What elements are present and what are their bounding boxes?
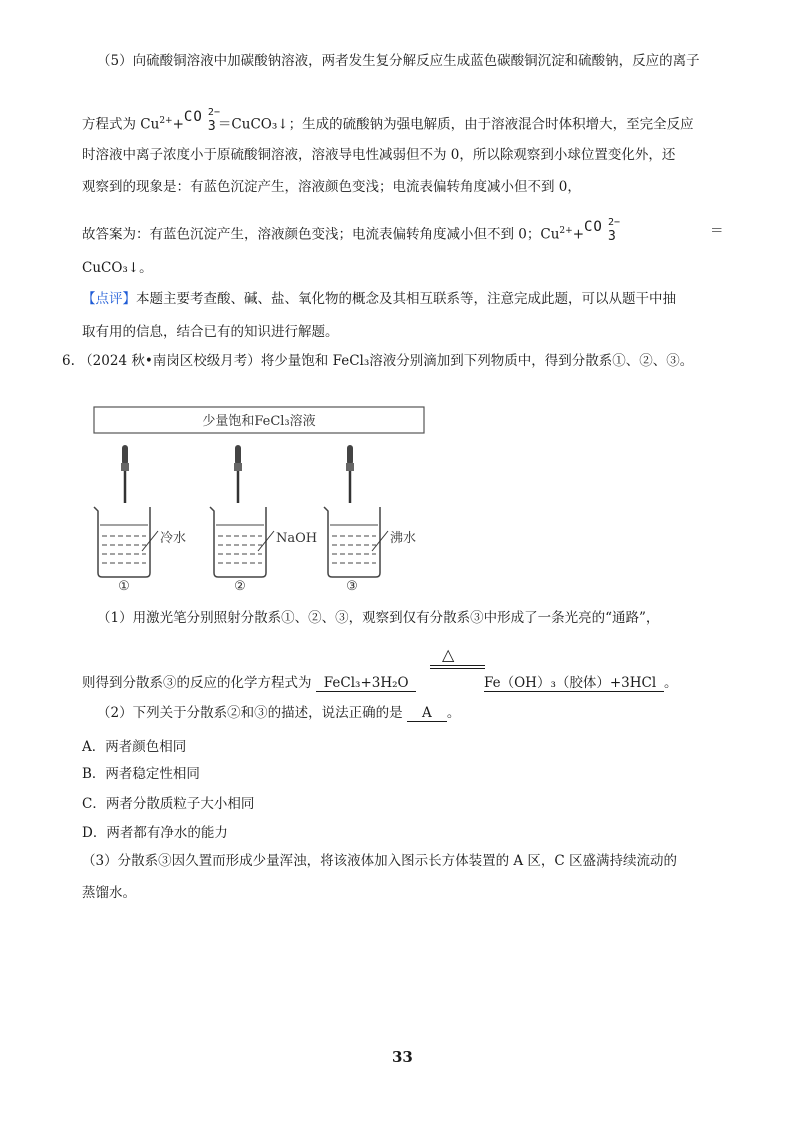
beaker-3-label: 沸水 bbox=[390, 531, 417, 546]
equation-bar-bottom bbox=[430, 668, 485, 669]
answer-co3-main: CO bbox=[584, 219, 603, 235]
q6-s3-line2: 蒸馏水。 bbox=[82, 885, 136, 901]
p5-line3: 时溶液中离子浓度小于原硫酸铜溶液，溶液导电性减弱但不为 0，所以除观察到小球位置变化外，还 bbox=[82, 147, 676, 163]
answer-co3-sub: 3 bbox=[608, 229, 616, 244]
beaker-2-number: ② bbox=[234, 579, 246, 594]
p5-answer-line2: CuCO₃↓。 bbox=[82, 260, 153, 276]
option-d: D．两者都有净水的能力 bbox=[82, 825, 228, 841]
p5-answer-line1 bbox=[82, 217, 621, 244]
q6-s1-line1: （1）用激光笔分别照射分散系①、②、③，观察到仅有分散系③中形成了一条光亮的“通路”， bbox=[97, 610, 660, 626]
p5-line2-text-a: 方程式为 Cu bbox=[82, 116, 160, 133]
answer-cu-charge: 2+ bbox=[559, 226, 573, 236]
co3-main: CO bbox=[183, 109, 203, 125]
equation-bar-top bbox=[430, 665, 485, 666]
comment-tag: 【点评】 bbox=[82, 291, 136, 307]
dropper-2-icon bbox=[234, 445, 242, 503]
figure-header-text: 少量饱和FeCl₃溶液 bbox=[202, 414, 316, 429]
beaker-1-number: ① bbox=[118, 579, 130, 594]
page-number: 33 bbox=[392, 1048, 413, 1066]
dropper-3-icon bbox=[346, 445, 354, 503]
co3-charge: 2− bbox=[207, 107, 220, 118]
beaker-1-label: 冷水 bbox=[160, 531, 187, 546]
q6-s1-line2 bbox=[82, 674, 416, 692]
q6-s1-end: 。 bbox=[664, 675, 678, 691]
heat-triangle-icon: △ bbox=[442, 645, 455, 664]
answer-co3-charge: 2− bbox=[608, 217, 621, 228]
beaker-1 bbox=[94, 445, 186, 594]
answer-carbonate-ion bbox=[584, 217, 621, 244]
p5-line2 bbox=[82, 107, 694, 134]
q6-s1-text: 则得到分散系③的反应的化学方程式为 bbox=[82, 675, 312, 691]
co3-sub: 3 bbox=[207, 119, 216, 134]
comment-line2: 取有用的信息，结合已有的知识进行解题。 bbox=[82, 324, 339, 340]
q6-stem: 6. （2024 秋•南岗区校级月考）将少量饱和 FeCl₃溶液分别滴加到下列物质中，得到分散系①、②、③。 bbox=[62, 353, 694, 369]
q6-s2-stem bbox=[97, 704, 460, 722]
beaker-3-number: ③ bbox=[346, 579, 358, 594]
beaker-2 bbox=[210, 445, 317, 594]
answer-plus: + bbox=[572, 226, 584, 243]
cu-charge: 2+ bbox=[159, 116, 173, 126]
p5-plus: + bbox=[172, 116, 184, 133]
answer-text-a: 故答案为：有蓝色沉淀产生，溶液颜色变浅；电流表偏转角度减小但不到 0；Cu bbox=[82, 226, 560, 243]
q6-s3-line1: （3）分散系③因久置而形成少量浑浊，将该液体加入图示长方体装置的 A 区，C 区盛满持续流动的 bbox=[82, 853, 678, 869]
q6-s2-end: 。 bbox=[446, 705, 461, 721]
p5-line4: 观察到的现象是：有蓝色沉淀产生，溶液颜色变浅；电流表偏转角度减小但不到 0， bbox=[82, 179, 581, 195]
dropper-1-icon bbox=[121, 445, 129, 503]
p5-line2-text-c: ＝CuCO₃↓；生成的硫酸钠为强电解质，由于溶液混合时体积增大，至完全反应 bbox=[217, 116, 694, 133]
beaker-figure bbox=[90, 405, 430, 595]
comment-text1: 本题主要考查酸、碱、盐、氧化物的概念及其相互联系等，注意完成此题，可以从题干中抽 bbox=[136, 291, 676, 307]
option-a: A．两者颜色相同 bbox=[82, 739, 187, 755]
comment-line1 bbox=[82, 290, 676, 308]
option-b: B．两者稳定性相同 bbox=[82, 766, 200, 782]
q6-s2-text: （2）下列关于分散系②和③的描述，说法正确的是 bbox=[97, 705, 403, 721]
q6-s1-answer-right-wrap bbox=[484, 674, 678, 692]
q6-s2-answer: A bbox=[407, 705, 447, 722]
beaker-2-label: NaOH bbox=[276, 531, 318, 546]
beaker-3 bbox=[324, 445, 416, 594]
option-c: C．两者分散质粒子大小相同 bbox=[82, 796, 255, 812]
answer-equals: ＝ bbox=[710, 223, 724, 239]
carbonate-ion bbox=[183, 107, 220, 134]
q6-s1-answer-left: FeCl₃+3H₂O bbox=[316, 675, 416, 692]
q6-s1-answer-right: Fe（OH）₃（胶体）+3HCl bbox=[484, 675, 664, 692]
p5-line1: （5）向硫酸铜溶液中加碳酸钠溶液，两者发生复分解反应生成蓝色碳酸铜沉淀和硫酸钠，反应的离子 bbox=[97, 53, 700, 69]
